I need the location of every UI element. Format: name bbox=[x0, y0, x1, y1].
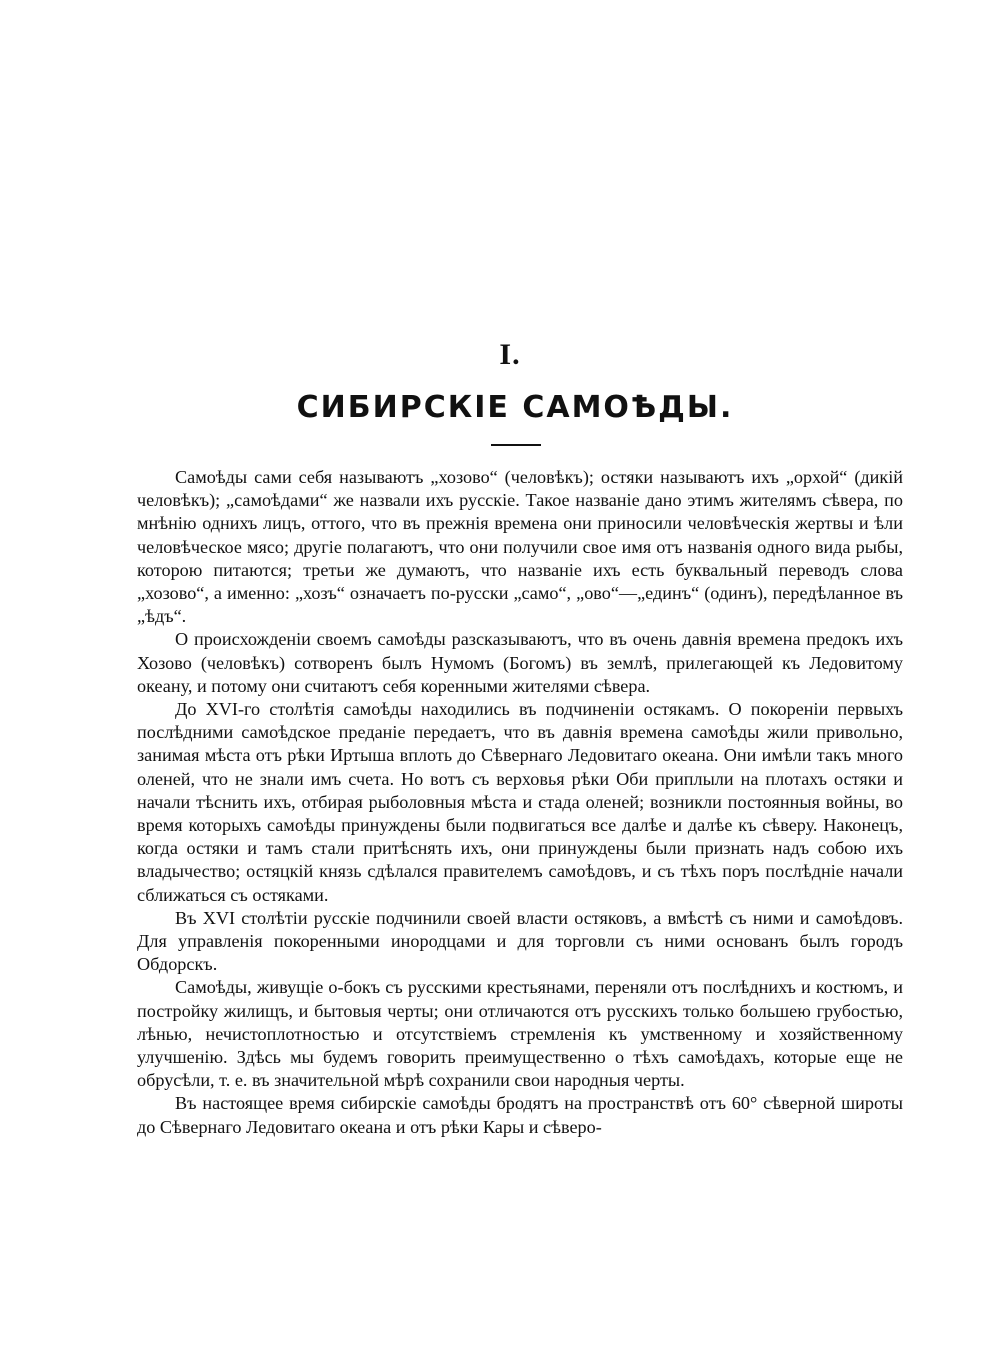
chapter-title: СИБИРСКІЕ САМОѢДЫ. bbox=[296, 390, 734, 425]
body-text bbox=[137, 466, 903, 1139]
paragraph-russified-samoyeds: Самоѣды, живущіе о-бокъ съ русскими крестьянами, переняли отъ послѣднихъ и костюмъ, и постройку жилищъ, и бытовыя черты; они отличаются отъ русскихъ только большею грубостью, лѣнью, нечистоплотностью и отсутствіемъ стремленія къ умственному и хозяйственному улучшенію. Здѣсь мы будемъ говорить преимущественно о тѣхъ самоѣдахъ, которые еще не обрусѣли, т. е. въ значительной мѣрѣ сохранили свои народныя черты. bbox=[137, 977, 903, 1091]
title-divider bbox=[491, 444, 541, 446]
paragraph-present-territory: Въ настоящее время сибирскіе самоѣды бродятъ на пространствѣ отъ 60° сѣверной широты до Сѣвернаго Ледовитаго океана и отъ рѣки Кары и сѣверо- bbox=[137, 1093, 903, 1137]
paragraph-samoyed-names: Самоѣды сами себя называютъ „хозово“ (человѣкъ); остяки называютъ ихъ „орхой“ (дикій человѣкъ); „самоѣдами“ же назвали ихъ русскіе. Такое названіе дано этимъ жителямъ сѣвера, по мнѣнію однихъ лицъ, оттого, что въ прежнія времена они приносили человѣческія жертвы и ѣли человѣческое мясо; другіе полагаютъ, что они получили свое имя отъ названія одного вида рыбы, которою питаются; третьи же думаютъ, что названіе ихъ есть буквальный переводъ слова „хозово“, а именно: „хозъ“ означаетъ по-русски „само“, „ово“—„единъ“ (одинъ), передѣланное въ „ѣдъ“. bbox=[137, 467, 903, 627]
chapter-number: I. bbox=[499, 338, 521, 371]
paragraph-ostyak-subjugation: До XVI-го столѣтія самоѣды находились въ подчиненіи остякамъ. О покореніи первыхъ послѣдними самоѣдское преданіе передаетъ, что въ давнія времена самоѣды жили привольно, занимая мѣста отъ рѣки Иртыша вплоть до Сѣвернаго Ледовитаго океана. Они имѣли такъ много оленей, что не знали имъ счета. Но вотъ съ верховья рѣки Оби приплыли на плотахъ остяки и начали тѣснить ихъ, отбирая рыболовныя мѣста и стада оленей; возникли постоянныя войны, во время которыхъ самоѣды принуждены были подвигаться все далѣе и далѣе къ сѣверу. Наконецъ, когда остяки и тамъ стали притѣснять ихъ, они принуждены были признать надъ собою ихъ владычество; остяцкій князь сдѣлался правителемъ самоѣдовъ, и съ тѣхъ поръ послѣдніе начали сближаться съ остяками. bbox=[137, 699, 903, 905]
paragraph-origin-legend: О происхожденіи своемъ самоѣды разсказываютъ, что въ очень давнія времена предокъ ихъ Хозово (человѣкъ) сотворенъ былъ Нумомъ (Богомъ) въ землѣ, прилегающей къ Ледовитому океану, и потому они считаютъ себя коренными жителями сѣвера. bbox=[137, 629, 903, 696]
paragraph-russian-conquest: Въ XVI столѣтіи русскіе подчинили своей власти остяковъ, а вмѣстѣ съ ними и самоѣдовъ. Для управленія покоренными инородцами и для торговли съ ними основанъ былъ городъ Обдорскъ. bbox=[137, 907, 903, 975]
